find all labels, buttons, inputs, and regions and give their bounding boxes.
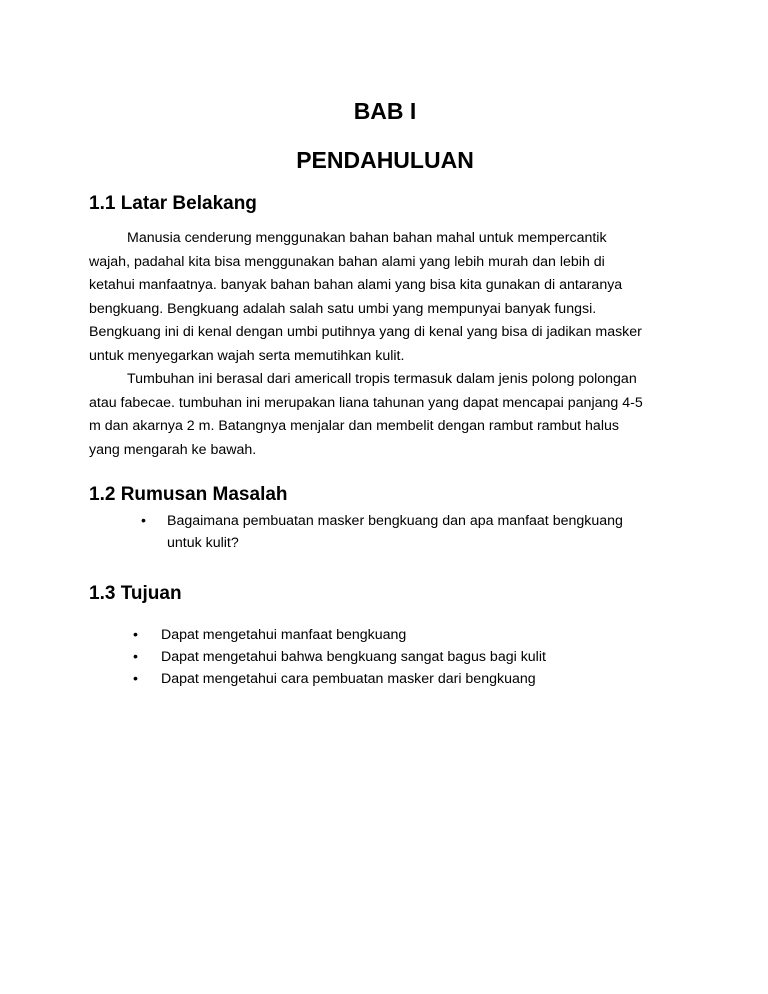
tujuan-list [133, 624, 653, 690]
list-item-text: Dapat mengetahui bahwa bengkuang sangat bagus bagi kulit [161, 649, 546, 665]
bullet-icon: • [133, 649, 138, 665]
paragraph-line: yang mengarah ke bawah. [89, 441, 257, 458]
chapter-number-text: BAB I [353, 98, 417, 124]
list-item-text: Dapat mengetahui cara pembuatan masker dari bengkuang [161, 671, 536, 687]
list-item-text: Dapat mengetahui manfaat bengkuang [161, 627, 407, 643]
paragraph-line: wajah, padahal kita bisa menggunakan bahan alami yang lebih murah dan lebih di [89, 253, 605, 270]
paragraph-line: untuk menyegarkan wajah serta memutihkan kulit. [89, 347, 405, 364]
chapter-number [0, 98, 768, 125]
list-item [133, 646, 653, 668]
paragraph-line: Bengkuang ini di kenal dengan umbi putihnya yang di kenal yang bisa di jadikan masker [89, 324, 642, 341]
bullet-icon: • [133, 671, 138, 687]
list-item [141, 510, 661, 554]
section-heading-tujuan: 1.3 Tujuan [89, 583, 182, 604]
paragraph-latar-1 [89, 227, 681, 369]
paragraph-latar-2 [89, 368, 681, 462]
paragraph-line: atau fabecae. tumbuhan ini merupakan liana tahunan yang dapat mencapai panjang 4-5 [89, 394, 643, 411]
list-item-text: untuk kulit? [167, 535, 239, 551]
chapter-title [0, 147, 768, 174]
list-item-text: Bagaimana pembuatan masker bengkuang dan apa manfaat bengkuang [167, 513, 623, 529]
paragraph-line: bengkuang. Bengkuang adalah salah satu umbi yang mempunyai banyak fungsi. [89, 300, 597, 317]
bullet-icon: • [141, 513, 146, 529]
rumusan-list [141, 510, 661, 554]
chapter-title-text: PENDAHULUAN [296, 147, 474, 173]
paragraph-line: m dan akarnya 2 m. Batangnya menjalar dan membelit dengan rambut rambut halus [89, 418, 619, 435]
bullet-icon: • [133, 627, 138, 643]
section-heading-rumusan-masalah: 1.2 Rumusan Masalah [89, 484, 288, 505]
section-heading-latar-belakang: 1.1 Latar Belakang [89, 193, 257, 214]
list-item [133, 624, 653, 646]
paragraph-line: ketahui manfaatnya. banyak bahan bahan alami yang bisa kita gunakan di antaranya [89, 277, 623, 294]
paragraph-line: Tumbuhan ini berasal dari americall tropis termasuk dalam jenis polong polongan [127, 371, 637, 387]
list-item [133, 668, 653, 690]
paragraph-line: Manusia cenderung menggunakan bahan bahan mahal untuk mempercantik [127, 230, 607, 246]
